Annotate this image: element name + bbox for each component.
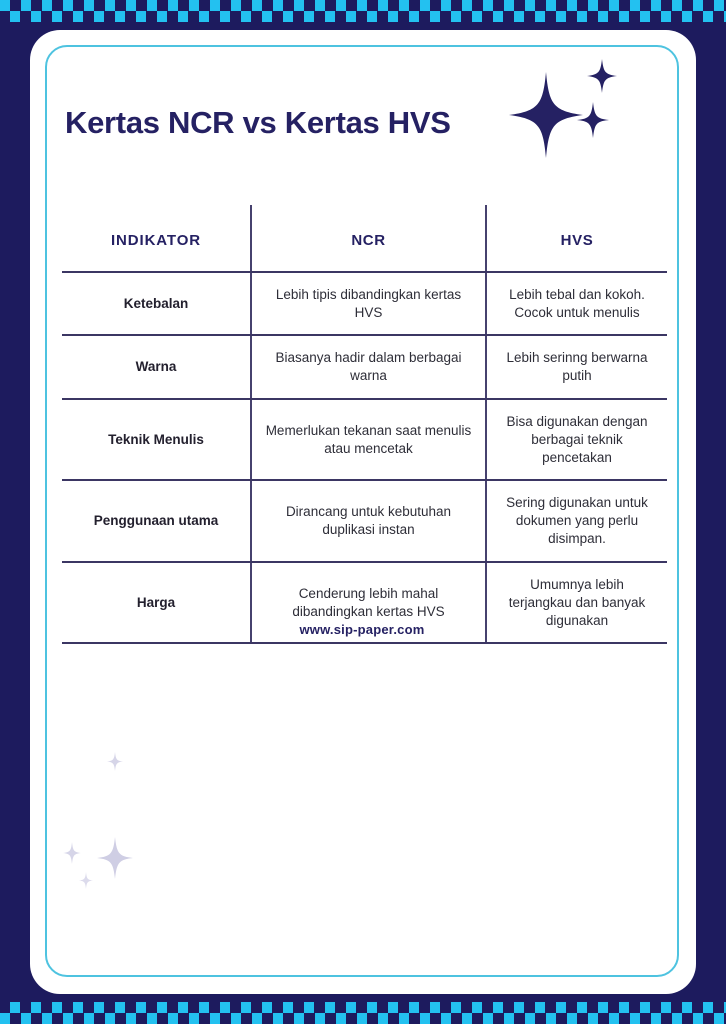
four-point-star-icon [509,72,583,158]
four-point-star-icon [79,872,93,889]
table-row [62,336,667,400]
cell-indikator: Penggunaan utama [93,513,219,529]
table-row [62,400,667,481]
page-title: Kertas NCR vs Kertas HVS [65,105,451,140]
cell-hvs: Lebih serinng berwarna putih [485,336,667,398]
cell-indikator: Harga [136,594,176,610]
cell-indikator: Ketebalan [123,295,189,311]
column-header-hvs: HVS [485,205,667,271]
cell-hvs: Lebih tebal dan kokoh. Cocok untuk menulis [485,273,667,335]
cell-indikator: Teknik Menulis [108,431,204,447]
checker-row [0,0,726,11]
cell-ncr: Dirancang untuk kebutuhan duplikasi instan [250,481,485,560]
cell-ncr: Biasanya hadir dalam berbagai warna [250,336,485,398]
table-header-row [62,205,667,273]
column-header-indikator: INDIKATOR [110,232,202,249]
four-point-star-icon [63,842,81,864]
cell-ncr: Lebih tipis dibandingkan kertas HVS [250,273,485,335]
four-point-star-icon [577,102,609,138]
four-point-star-icon [107,752,123,771]
cell-hvs: Umumnya lebih terjangkau dan banyak digunakan [485,563,667,642]
checkered-border-bottom [0,1002,726,1024]
four-point-star-icon [97,837,133,879]
cell-indikator: Warna [135,359,177,375]
cell-ncr: Memerlukan tekanan saat menulis atau mencetak [250,400,485,479]
cell-hvs: Bisa digunakan dengan berbagai teknik pencetakan [485,400,667,479]
table-row [62,481,667,562]
checker-row [0,11,726,22]
table-row [62,273,667,337]
cell-ncr: Cenderung lebih mahal dibandingkan kertas HVS [250,563,485,642]
comparison-table [62,205,667,644]
checker-row [0,1013,726,1024]
card-inner [45,45,679,977]
four-point-star-icon [587,59,617,93]
column-header-ncr: NCR [250,205,485,271]
checker-row [0,1002,726,1013]
site-url[interactable]: www.sip-paper.com [299,622,425,637]
checkered-border-top [0,0,726,22]
cell-hvs: Sering digunakan untuk dokumen yang perlu disimpan. [485,481,667,560]
